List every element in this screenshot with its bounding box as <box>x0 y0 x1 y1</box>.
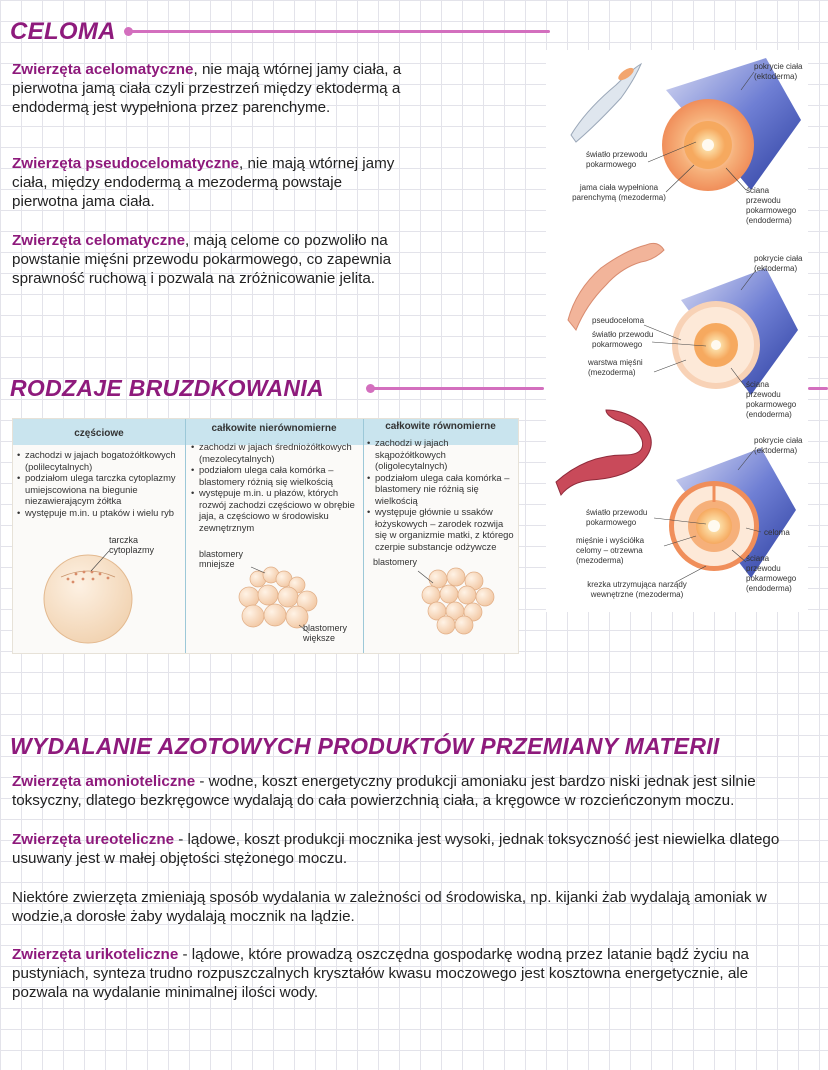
label-p3-celoma: celoma <box>764 528 790 537</box>
section-title-wydalanie: WYDALANIE AZOTOWYCH PRODUKTÓW PRZEMIANY MATERII <box>10 733 720 759</box>
celoma-paragraph-celomatyczne <box>12 231 417 288</box>
label-p3-miesnie: mięśnie i wyściółka celomy – otrzewna (mezoderma) <box>576 536 645 565</box>
bullet-rownomierne-3: • występuje głównie u ssaków łożyskowych – zarodek rozwija się w organizmie matki, z którego czerpie substancje odżywcze <box>367 506 515 552</box>
bruzdkowanie-title-underline-right <box>808 387 828 390</box>
egg-partial-cleavage <box>44 551 132 643</box>
term-acelomatyczne: Zwierzęta acelomatyczne <box>12 61 194 78</box>
desc-zmiana-sposobu: Niektóre zwierzęta zmieniają sposób wydalania w zależności od środowiska, np. kijanki żab wydalają amoniak w wodzie,a dorosłe żaby wydalają mocznik na lądzie. <box>12 889 767 925</box>
cleavage-illustrations <box>13 419 518 653</box>
bullet-nierownomierne-2: • podziałom ulega cała komórka – blastomery różnią się wielkością <box>191 464 361 487</box>
section-title-celoma: CELOMA <box>10 18 116 45</box>
bullet-nierownomierne-1: • zachodzi w jajach średniożółtkowych (mezolecytalnych) <box>191 441 361 464</box>
desc-amonioteliczne: - wodne, koszt energetyczny produkcji amoniaku jest bardzo niski jednak jest silnie toksyczny, dlatego bezkręgowce wydalają do cała powierzchnią ciała, a kręgowce w rozcieńczonym moczu. <box>12 773 756 809</box>
bruzdkowanie-line-dot <box>366 384 375 393</box>
label-p2-sciana: ściana przewodu pokarmowego (endoderma) <box>746 380 797 419</box>
label-p3-pokrycie: pokrycie ciała (ektoderma) <box>754 436 803 455</box>
label-p1-sciana: ściana przewodu pokarmowego (endoderma) <box>746 186 797 225</box>
bullet-czesciowe-1: • zachodzi w jajach bogatożółtkowych (polilecytalnych) <box>17 449 183 472</box>
bullet-czesciowe-2: • podziałom ulega tarczka cytoplazmy umiejscowiona na biegunie niezawierającym żółtka <box>17 472 183 507</box>
pseudocoelomate-cross-section <box>672 268 798 395</box>
celoma-title-underline <box>130 30 550 33</box>
earthworm-illustration <box>556 410 651 495</box>
label-p2-warstwa: warstwa mięśni (mezoderma) <box>588 358 643 377</box>
cluster-unequal-cleavage <box>239 567 317 628</box>
label-p3-swiatlo: światło przewodu pokarmowego <box>586 508 648 527</box>
label-blastomery: blastomery <box>373 557 418 567</box>
bullet-rownomierne-1: • zachodzi w jajach skąpożółtkowych (oligolecytalnych) <box>367 437 515 472</box>
bruzdkowanie-title-underline <box>372 387 544 390</box>
desc-acelomatyczne: , nie mają wtórnej jamy ciała, a pierwotna jamą ciała czyli przestrzeń między ektodermą a endodermą jest wypełniona przez parenchyme. <box>12 61 402 116</box>
celoma-paragraph-acelomatyczne <box>12 60 422 117</box>
desc-celomatyczne: , mają celome co pozwoliło na powstanie mięśni przewodu pokarmowego, co zapewnia sprawność ruchową i pozwala na zróżnicowanie jelita. <box>12 232 392 287</box>
label-p2-pokrycie: pokrycie ciała (ektoderma) <box>754 254 803 273</box>
term-amonioteliczne: Zwierzęta amonioteliczne <box>12 773 196 790</box>
wydalanie-paragraph-amonioteliczne <box>12 772 802 810</box>
cluster-equal-cleavage <box>422 568 494 634</box>
label-tarczka: tarczka cytoplazmy <box>109 535 155 555</box>
bullet-nierownomierne-3: • występuje m.in. u płazów, których rozwój zachodzi częściowo w obrębie jaja, a częściowo w środowisku zewnętrznym <box>191 487 361 533</box>
bullet-czesciowe-3: • występuje m.in. u ptaków i wielu ryb <box>17 507 183 519</box>
term-pseudocelomatyczne: Zwierzęta pseudocelomatyczne <box>12 155 240 172</box>
label-p2-pseudoceloma: pseudoceloma <box>592 316 645 325</box>
wydalanie-paragraph-ureoteliczne <box>12 830 802 868</box>
column-title-czesciowe: częściowe <box>74 428 124 439</box>
term-urikoteliczne: Zwierzęta urikoteliczne <box>12 946 179 963</box>
desc-urikoteliczne: - lądowe, które prowadzą oszczędna gospodarkę wodną przez latanie bądź życiu na pustyniach, synteza trudno rozpuszczalnych kryształów kwasu moczowego jest kosztowna energetycznie, ale pozwala na wydalanie minimalnej ilości wody. <box>12 946 749 1001</box>
flatworm-illustration <box>571 64 641 142</box>
desc-pseudocelomatyczne: , nie mają wtórnej jamy ciała, między endodermą a mezodermą powstaje pierwotna jama ciała. <box>12 155 395 210</box>
wydalanie-paragraph-zmiana-sposobu <box>12 888 802 926</box>
label-p3-sciana: ściana przewodu pokarmowego (endoderma) <box>746 554 797 593</box>
bullet-rownomierne-2: • podziałom ulega cała komórka – blastomery nie różnią się wielkością <box>367 472 515 507</box>
label-p1-swiatlo: światło przewodu pokarmowego <box>586 150 648 169</box>
coelom-diagram <box>546 50 808 612</box>
term-celomatyczne: Zwierzęta celomatyczne <box>12 232 186 249</box>
label-p1-pokrycie: pokrycie ciała (ektoderma) <box>754 62 803 81</box>
celoma-paragraph-pseudocelomatyczne <box>12 154 412 211</box>
label-p3-krezka: krezka utrzymująca narządy wewnętrzne (mezoderma) <box>587 580 687 599</box>
column-title-rownomierne: całkowite równomierne <box>385 421 496 432</box>
cleavage-table <box>12 418 519 654</box>
desc-ureoteliczne: - lądowe, koszt produkcji mocznika jest wysoki, jednak toksyczność jest niewielka dlatego usuwany jest w małej objętości stężonego moczu. <box>12 831 780 867</box>
label-blastomery-mniejsze: blastomery mniejsze <box>199 549 244 569</box>
label-p1-jama: jama ciała wypełniona parenchymą (mezoderma) <box>572 183 666 202</box>
label-blastomery-wieksze: blastomery większe <box>303 623 348 643</box>
wydalanie-paragraph-urikoteliczne <box>12 945 802 1002</box>
label-p2-swiatlo: światło przewodu pokarmowego <box>592 330 654 349</box>
term-ureoteliczne: Zwierzęta ureoteliczne <box>12 831 175 848</box>
section-title-bruzdkowanie: RODZAJE BRUZDKOWANIA <box>10 375 324 401</box>
celoma-line-dot <box>124 27 133 36</box>
column-title-nierownomierne: całkowite nierównomierne <box>211 423 337 434</box>
